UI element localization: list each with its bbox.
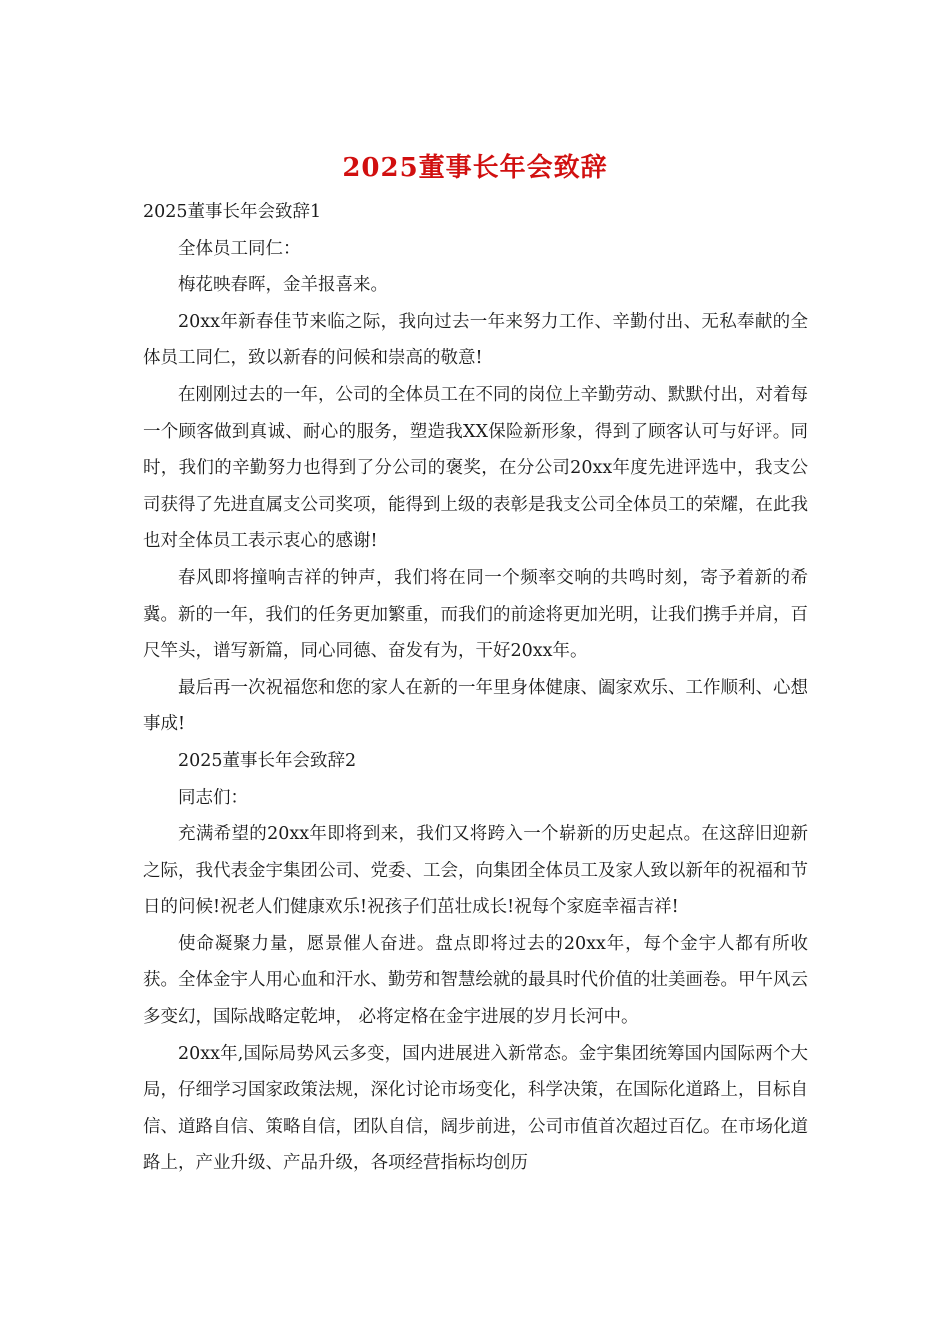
salutation-2: 同志们：	[178, 787, 248, 808]
paragraph: 最后再一次祝福您和您的家人在新的一年里身体健康、阖家欢乐、工作顺利、心想事成!	[143, 677, 808, 735]
paragraph: 使命凝聚力量，愿景催人奋进。盘点即将过去的20xx年，每个金宇人都有所收获。全体金宇人用心血和汗水、勤劳和智慧绘就的最具时代价值的壮美画卷。甲午风云多变幻，国际战略定乾坤， 必将定格在金宇进展的岁月长河中。	[143, 933, 808, 1028]
paragraph: 梅花映春晖，金羊报喜来。	[178, 275, 388, 296]
document-title: 2025董事长年会致辞	[342, 153, 608, 183]
salutation-1: 全体员工同仁：	[178, 238, 301, 259]
paragraph: 在刚刚过去的一年，公司的全体员工在不同的岗位上辛勤劳动、默默付出，对着每一个顾客做到真诚、耐心的服务，塑造我XX保险新形象，得到了顾客认可与好评。同时，我们的辛勤努力也得到了分公司的褒奖，在分公司20xx年度先进评选中，我支公司获得了先进直属支公司奖项，能得到上级的表彰是我支公司全体员工的荣耀，在此我也对全体员工表示衷心的感谢!	[143, 384, 808, 552]
paragraph: 春风即将撞响吉祥的钟声，我们将在同一个频率交响的共鸣时刻，寄予着新的希冀。新的一年，我们的任务更加繁重，而我们的前途将更加光明，让我们携手并肩，百尺竿头，谱写新篇，同心同德、奋发有为，干好20xx年。	[143, 567, 808, 662]
paragraph: 20xx年,国际局势风云多变，国内进展进入新常态。金宇集团统筹国内国际两个大局，仔细学习国家政策法规，深化讨论市场变化，科学决策，在国际化道路上，目标自信、道路自信、策略自信，团队自信，阔步前进，公司市值首次超过百亿。在市场化道路上，产业升级、产品升级，各项经营指标均创历	[143, 1043, 808, 1174]
section-heading-2: 2025董事长年会致辞2	[178, 750, 357, 771]
section-heading-1: 2025董事长年会致辞1	[143, 202, 322, 222]
document-body	[143, 194, 808, 1182]
paragraph: 充满希望的20xx年即将到来，我们又将跨入一个崭新的历史起点。在这辞旧迎新之际，我代表金宇集团公司、党委、工会，向集团全体员工及家人致以新年的祝福和节日的问候!祝老人们健康欢乐!祝孩子们茁壮成长!祝每个家庭幸福吉祥!	[143, 824, 808, 918]
paragraph: 20xx年新春佳节来临之际，我向过去一年来努力工作、辛勤付出、无私奉献的全体员工同仁，致以新春的问候和崇高的敬意!	[143, 311, 808, 369]
